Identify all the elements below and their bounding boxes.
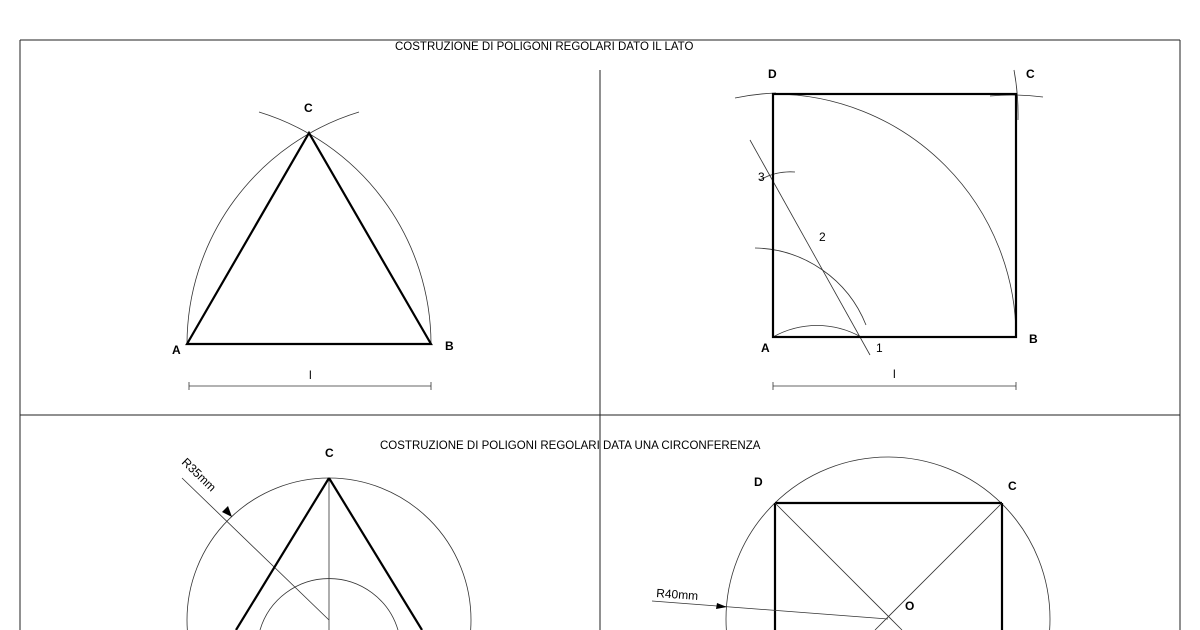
arc-locating-point-2 [755,248,866,325]
diagonal-c-o [875,503,1002,630]
inscribed-square-vertex-c: C [1008,479,1017,493]
triangle-radius-label: R35mm [178,455,219,495]
triangle-right-side [329,478,422,630]
square-vertex-a: A [761,341,770,355]
bottom-panel-title: COSTRUZIONE DI POLIGONI REGOLARI DATA UNA CIRCONFERENZA [380,440,761,452]
triangle-left-side [236,478,329,630]
top-panel-title: COSTRUZIONE DI POLIGONI REGOLARI DATO IL LATO [395,41,694,53]
diagonal-d-o [775,503,902,630]
square-radius-label: R40mm [655,586,699,603]
inscribed-square-vertex-d: D [754,475,763,489]
circle-center-o: O [905,599,915,613]
square-in-circle-construction [652,457,1050,630]
triangle-vertex-a: A [172,343,181,357]
square-vertex-c: C [1026,67,1035,81]
square-vertex-b: B [1029,332,1038,346]
radius-leader-line-square [652,601,888,619]
square [773,94,1016,337]
construction-line-1-3 [750,140,870,355]
construction-point-2: 2 [819,230,826,244]
square-side-label: l [893,367,896,381]
quarter-arc-centered-a [774,94,1016,337]
square-by-side-construction [735,67,1043,390]
triangle-in-circle-construction [179,446,471,630]
construction-point-1: 1 [876,341,883,355]
inscribed-triangle-vertex-c: C [325,446,334,460]
radius-arrowhead [222,506,232,517]
triangle-vertex-b: B [445,339,454,353]
sheet-frame [20,40,1180,630]
equilateral-triangle [187,133,431,344]
arc-locating-point-3 [760,172,795,180]
triangle-by-side-construction [172,101,454,390]
triangle-vertex-c: C [304,101,313,115]
arc-tick-near-d [735,93,776,98]
construction-point-3: 3 [758,170,765,184]
arc-centered-b [187,112,359,344]
triangle-side-label: l [309,368,312,382]
radius-arrowhead-square [716,603,727,609]
semicircle-a-1 [773,326,861,337]
square-vertex-d: D [768,67,777,81]
arc-centered-a [259,112,431,344]
